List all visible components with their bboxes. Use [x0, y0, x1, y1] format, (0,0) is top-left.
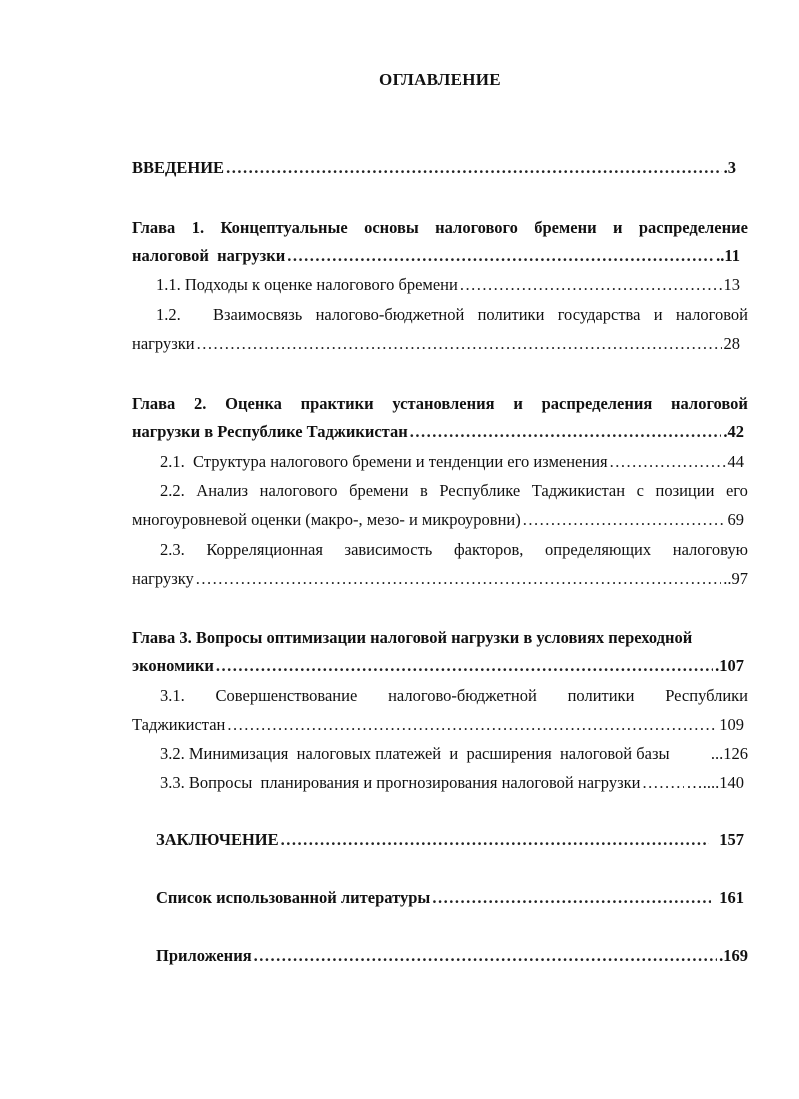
dot-leader	[197, 332, 722, 356]
toc-chapter-3-entry: экономики ..... .107	[132, 654, 744, 678]
dot-leader	[610, 450, 726, 474]
dot-leader	[196, 567, 721, 591]
toc-section-2-2-entry: многоуровневой оценки (макро-, мезо- и микроуровни) ..... 69	[132, 508, 744, 532]
dot-leader	[432, 886, 711, 910]
toc-chapter-2-entry: нагрузки в Республике Таджикистан ..... .42	[132, 420, 744, 444]
dot-leader	[281, 828, 710, 852]
toc-entry-label: ВВЕДЕНИЕ	[132, 158, 225, 177]
toc-page-number: …....140	[686, 773, 744, 792]
toc-section-3-1-entry: Таджикистан ..... 109	[132, 713, 744, 737]
dot-leader	[460, 273, 722, 297]
dot-leader	[226, 156, 722, 180]
toc-page-number: 69	[727, 510, 744, 529]
toc-entry-appendix: Приложения ..... .169	[156, 944, 748, 968]
toc-section-1-2-number: 1.2.	[156, 305, 181, 324]
toc-page-number: ...126	[710, 744, 748, 763]
dot-leader	[642, 771, 684, 795]
toc-section-1-2-entry: нагрузки ..... 28	[132, 332, 740, 356]
toc-page-number: 109	[719, 715, 744, 734]
toc-section-2-3-title: 2.3. Корреляционная зависимость факторов, определяющих налоговую	[160, 540, 748, 559]
toc-section-3-2: 3.2. Минимизация налоговых платежей и расширения налоговой базы ...126	[160, 742, 748, 766]
toc-page-number: 161	[719, 888, 744, 907]
toc-page-number: ..97	[723, 569, 748, 588]
toc-page-number: .107	[715, 656, 744, 675]
toc-entry-conclusion: ЗАКЛЮЧЕНИЕ ..... 157	[156, 828, 744, 852]
toc-page-number: 157	[719, 830, 744, 849]
toc-page-number: .42	[723, 422, 744, 441]
toc-chapter-1-title: Глава 1. Концептуальные основы налогового бремени и распределение	[132, 218, 748, 237]
toc-page-number: .3	[723, 158, 736, 177]
toc-page-number: .169	[719, 946, 748, 965]
dot-leader	[216, 654, 713, 678]
toc-section-2-1: 2.1. Структура налогового бремени и тенденции его изменения ..... 44	[160, 450, 744, 474]
dot-leader	[254, 944, 718, 968]
dot-leader	[287, 244, 714, 268]
toc-section-3-1-title: 3.1. Совершенствование налогово-бюджетной политики Республики	[160, 686, 748, 705]
toc-chapter-3-title: Глава 3. Вопросы оптимизации налоговой нагрузки в условиях переходной	[132, 628, 693, 647]
toc-section-2-3-entry: нагрузку ..... ..97	[132, 567, 748, 591]
page-title: ОГЛАВЛЕНИЕ	[379, 70, 501, 89]
toc-section-1-2-title: Взаимосвязь налогово-бюджетной политики государства и налоговой	[213, 305, 748, 324]
dot-leader	[227, 713, 717, 737]
toc-page-number: 28	[723, 334, 740, 353]
toc-chapter-2-title: Глава 2. Оценка практики установления и распределения налоговой	[132, 394, 748, 413]
toc-section-2-2-title: 2.2. Анализ налогового бремени в Республике Таджикистан с позиции его	[160, 481, 748, 500]
toc-page-number: 44	[727, 452, 744, 471]
toc-section-3-3: 3.3. Вопросы планирования и прогнозирования налоговой нагрузки ..... …....140	[160, 771, 744, 795]
dot-leader	[523, 508, 726, 532]
toc-page-number: ..11	[716, 246, 740, 265]
toc-entry-introduction	[132, 156, 736, 180]
toc-entry-references: Список использованной литературы ..... 161	[156, 886, 744, 910]
toc-chapter-1-entry: налоговой нагрузки ..... ..11	[132, 244, 740, 268]
toc-section-1-1: 1.1. Подходы к оценке налогового бремени ..... 13	[156, 273, 740, 297]
dot-leader	[410, 420, 722, 444]
toc-page-number: 13	[723, 275, 740, 294]
